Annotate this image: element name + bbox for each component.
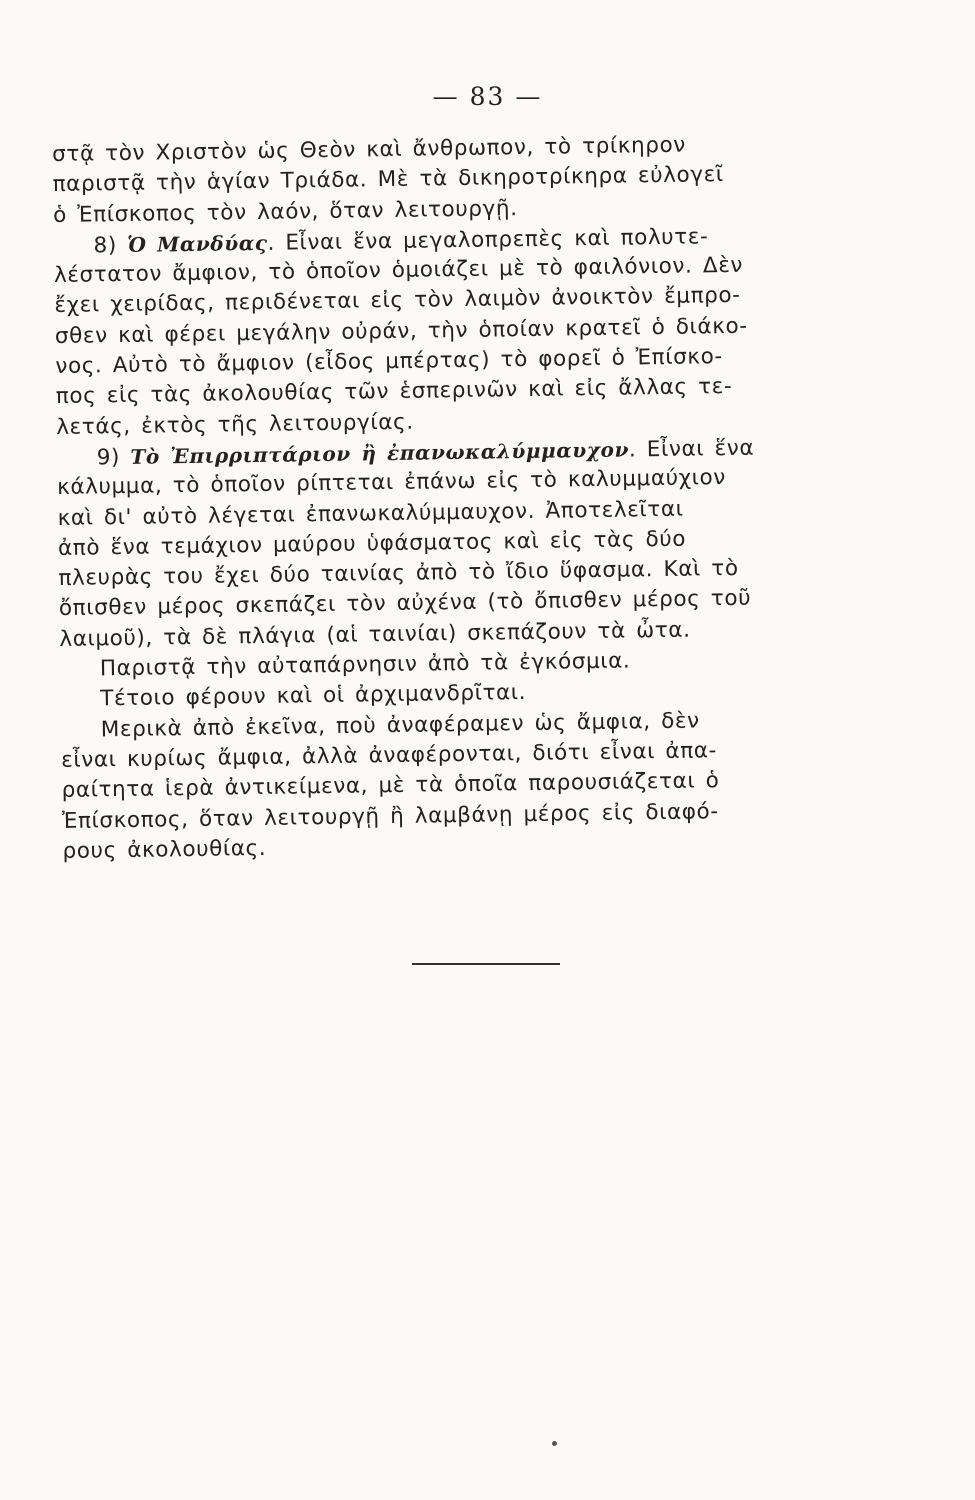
text-line: πος εἰς τὰς ἀκολουθίας τῶν ἑσπερινῶν καὶ εἰς ἄλλας τε- — [55, 374, 733, 410]
section-end-rule — [412, 963, 560, 965]
body-text — [52, 129, 803, 867]
text-line: κάλυμμα, τὸ ὁποῖον ρίπτεται ἐπάνω εἰς τὸ καλυμμαύχιον — [56, 465, 727, 501]
text-line: σθεν καὶ φέρει μεγάλην οὐράν, τὴν ὁποίαν κρατεῖ ὁ διάκο- — [54, 313, 748, 349]
section-title: Τὸ Ἐπιρριπτάριον ἢ ἐπανωκαλύμμαυχον — [130, 437, 630, 469]
text-line: λετάς, ἐκτὸς τῆς λειτουργίας. — [56, 409, 414, 440]
text-line: Παριστᾷ τὴν αὐταπάρνησιν ἀπὸ τὰ ἐγκόσμια. — [99, 648, 631, 682]
section-text: . Εἶναι ἕνα — [628, 435, 755, 463]
text-line: στᾷ τὸν Χριστὸν ὡς Θεὸν καὶ ἄνθρωπον, τὸ τρίκηρον — [52, 132, 687, 167]
text-line: εἶναι κυρίως ἄμφια, ἀλλὰ ἀναφέρονται, διότι εἶναι ἀπα- — [61, 738, 718, 773]
text-line: Ἐπίσκοπος, ὅταν λειτουργῇ ἢ λαμβάνῃ μέρος εἰς διαφό- — [61, 798, 719, 834]
section-number: 8) — [93, 232, 128, 259]
text-line: ἔχει χειρίδας, περιδένεται εἰς τὸν λαιμὸν ἀνοικτὸν ἔμπρο- — [54, 283, 741, 319]
text-line: νος. Αὐτὸ τὸ ἄμφιον (εἶδος μπέρτας) τὸ φορεῖ ὁ Ἐπίσκο- — [55, 344, 723, 380]
text-line: λέστατον ἄμφιον, τὸ ὁποῖον ὁμοιάζει μὲ τὸ φαιλόνιον. Δὲν — [53, 252, 744, 289]
page-number: — 83 — — [432, 82, 543, 111]
text-line: ραίτητα ἱερὰ ἀντικείμενα, μὲ τὰ ὁποῖα παρουσιάζεται ὁ — [61, 768, 720, 804]
text-line: ἀπὸ ἕνα τεμάχιον μαύρου ὑφάσματος καὶ εἰς τὰς δύο — [57, 526, 687, 561]
section-text: . Εἶναι ἕνα μεγαλοπρεπὲς καὶ πολυτε- — [267, 224, 709, 256]
text-line: λαιμοῦ), τὰ δὲ πλάγια (αἱ ταινίαι) σκεπάζουν τὰ ὦτα. — [59, 617, 691, 652]
section-number: 9) — [96, 444, 131, 471]
text-line: παριστᾷ τὴν ἁγίαν Τριάδα. Μὲ τὰ δικηροτρίκηρα εὐλογεῖ — [52, 162, 724, 198]
text-line: καὶ δι' αὐτὸ λέγεται ἐπανωκαλύμμαυχον. Ἀποτελεῖται — [57, 496, 684, 531]
section-title: Ὁ Μανδύας — [127, 230, 268, 257]
text-line: ρους ἀκολουθίας. — [62, 835, 267, 864]
text-line: πλευρὰς του ἔχει δύο ταινίας ἀπὸ τὸ ἴδιο ὕφασμα. Καὶ τὸ — [58, 556, 739, 592]
text-line: ὄπισθεν μέρος σκεπάζει τὸν αὐχένα (τὸ ὄπισθεν μέρος τοῦ — [58, 586, 752, 622]
text-line: Μερικὰ ἀπὸ ἐκεῖνα, ποὺ ἀναφέραμεν ὡς ἄμφια, δὲν — [100, 708, 700, 742]
ink-speck — [552, 1441, 557, 1446]
text-line: ὁ Ἐπίσκοπος τὸν λαόν, ὅταν λειτουργῇ. — [52, 195, 518, 228]
text-line: Τέτοιο φέρουν καὶ οἱ ἀρχιμανδρῖται. — [100, 680, 527, 712]
